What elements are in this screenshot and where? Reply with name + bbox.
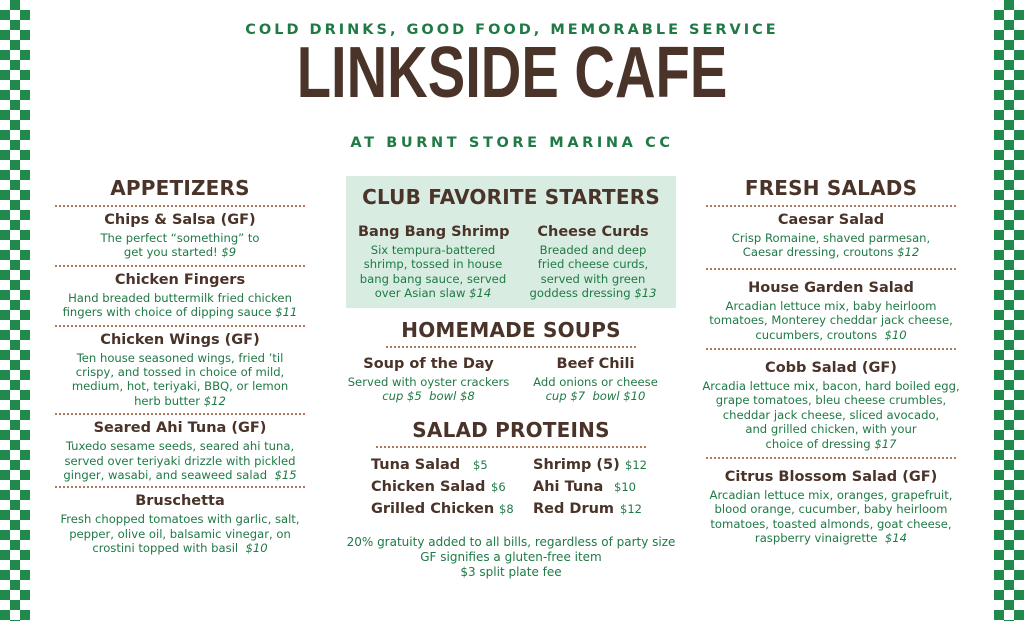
menu-item	[50, 493, 310, 555]
protein-price: $10	[614, 480, 636, 494]
item-description: The perfect “something” to get you started! $9	[100, 231, 260, 260]
item-price: $15	[274, 468, 297, 483]
menu-item	[358, 224, 508, 301]
item-description: Arcadian lettuce mix, oranges, grapefruit, blood orange, cucumber, baby heirloom tomatoes, toasted almonds, goat cheese, raspberry vinaigrette $14	[709, 488, 953, 546]
menu-item	[346, 356, 511, 404]
cafe-title: LINKSIDE CAFE	[296, 33, 728, 113]
starters-heading: CLUB FAVORITE STARTERS	[362, 185, 660, 209]
checkered-border-left	[0, 0, 30, 621]
menu-item	[690, 360, 972, 451]
divider	[55, 265, 305, 267]
soups-section	[346, 318, 676, 348]
salads-heading: FRESH SALADS	[744, 176, 918, 200]
protein-name: Chicken Salad	[371, 479, 486, 495]
appetizers-section	[50, 176, 310, 556]
item-description: Fresh chopped tomatoes with garlic, salt, pepper, olive oil, balsamic vinegar, on crostini topped with basil $10	[60, 512, 300, 556]
divider	[376, 446, 646, 448]
item-price: $9	[221, 245, 237, 260]
note-split-fee: $3 split plate fee	[460, 565, 562, 579]
item-name: Chicken Fingers	[114, 271, 246, 288]
note-gratuity: 20% gratuity added to all bills, regardless of party size	[346, 535, 676, 549]
item-name: House Garden Salad	[748, 279, 914, 296]
item-description: Breaded and deep fried cheese curds, served with green goddess dressing $13	[529, 243, 657, 301]
protein-name: Red Drum	[533, 501, 615, 517]
divider	[706, 205, 956, 207]
item-price: $11	[275, 305, 298, 320]
divider	[706, 348, 956, 350]
item-price: cup $5 bowl $8	[382, 389, 475, 404]
note-gluten-free: GF signifies a gluten-free item	[420, 550, 602, 564]
divider	[386, 346, 636, 348]
checkered-border-right	[994, 0, 1024, 621]
item-price: $13	[634, 286, 657, 301]
item-name: Citrus Blossom Salad (GF)	[724, 469, 938, 486]
protein-price: $12	[620, 502, 642, 516]
protein-price: $5	[473, 458, 488, 472]
menu-item	[50, 332, 310, 409]
divider	[706, 268, 956, 270]
item-description: Hand breaded buttermilk fried chicken fingers with choice of dipping sauce $11	[62, 290, 298, 320]
item-price: $12	[897, 245, 920, 260]
salads-section	[690, 176, 972, 546]
menu-item	[50, 420, 310, 482]
proteins-section	[346, 418, 676, 448]
protein-name: Shrimp (5)	[533, 457, 620, 473]
protein-name: Ahi Tuna	[533, 479, 604, 495]
appetizers-heading: APPETIZERS	[110, 176, 250, 200]
item-price: $10	[245, 541, 268, 556]
menu-item	[690, 280, 972, 342]
item-name: Cobb Salad (GF)	[765, 360, 897, 377]
starters-section	[346, 176, 676, 308]
divider	[55, 486, 305, 488]
item-description: Arcadia lettuce mix, bacon, hard boiled egg, grape tomatoes, bleu cheese crumbles, cheddar jack cheese, sliced avocado, and grilled chicken, with your choice of dressing $17	[702, 379, 960, 451]
item-name: Soup of the Day	[363, 356, 494, 372]
item-name: Seared Ahi Tuna (GF)	[93, 420, 267, 437]
item-name: Chips & Salsa (GF)	[104, 212, 256, 228]
item-description: Crisp Romaine, shaved parmesan, Caesar dressing, croutons $12	[731, 231, 931, 260]
protein-price: $6	[491, 480, 506, 494]
divider	[55, 413, 305, 415]
menu-item	[690, 469, 972, 546]
menu-notes	[336, 535, 686, 580]
menu-item	[50, 212, 310, 260]
protein-price: $8	[499, 502, 514, 516]
item-price: $12	[203, 393, 226, 408]
protein-name: Tuna Salad	[371, 457, 461, 473]
protein-name: Grilled Chicken	[371, 501, 495, 517]
item-name: Caesar Salad	[777, 212, 885, 228]
item-price: $14	[884, 531, 908, 546]
item-description: Six tempura-battered shrimp, tossed in house bang bang sauce, served over Asian slaw $14	[359, 243, 507, 301]
item-description: Ten house seasoned wings, fried ’til crispy, and tossed in choice of mild, medium, hot, teriyaki, BBQ, or lemon herb butter $12	[71, 350, 289, 408]
tagline: COLD DRINKS, GOOD FOOD, MEMORABLE SERVICE	[245, 22, 779, 38]
proteins-heading: SALAD PROTEINS	[412, 418, 610, 442]
divider	[706, 457, 956, 459]
item-description: Arcadian lettuce mix, baby heirloom tomatoes, Monterey cheddar jack cheese, cucumbers, croutons $10	[709, 298, 953, 342]
item-name: Cheese Curds	[537, 224, 649, 240]
item-price: $10	[884, 327, 907, 342]
item-name: Bang Bang Shrimp	[358, 224, 510, 240]
divider	[55, 325, 305, 327]
item-name: Chicken Wings (GF)	[100, 331, 260, 348]
item-description: Add onions or cheese cup $7 bowl $10	[513, 375, 678, 404]
menu-item	[690, 212, 972, 260]
menu-item	[518, 224, 668, 301]
protein-price: $12	[625, 458, 647, 472]
cafe-subtitle: AT BURNT STORE MARINA CC	[350, 135, 674, 151]
item-description: Served with oyster crackers cup $5 bowl $8	[347, 375, 510, 404]
menu-item	[50, 272, 310, 320]
divider	[55, 205, 305, 207]
item-price: $17	[874, 436, 897, 451]
soups-heading: HOMEMADE SOUPS	[401, 318, 621, 342]
item-price: cup $7 bowl $10	[545, 389, 646, 404]
item-name: Bruschetta	[135, 493, 225, 510]
menu-item	[513, 356, 678, 404]
item-name: Beef Chili	[556, 356, 635, 372]
item-price: $14	[469, 286, 492, 301]
item-description: Tuxedo sesame seeds, seared ahi tuna, served over teriyaki drizzle with pickled ginger, wasabi, and seaweed salad $15	[63, 439, 297, 483]
